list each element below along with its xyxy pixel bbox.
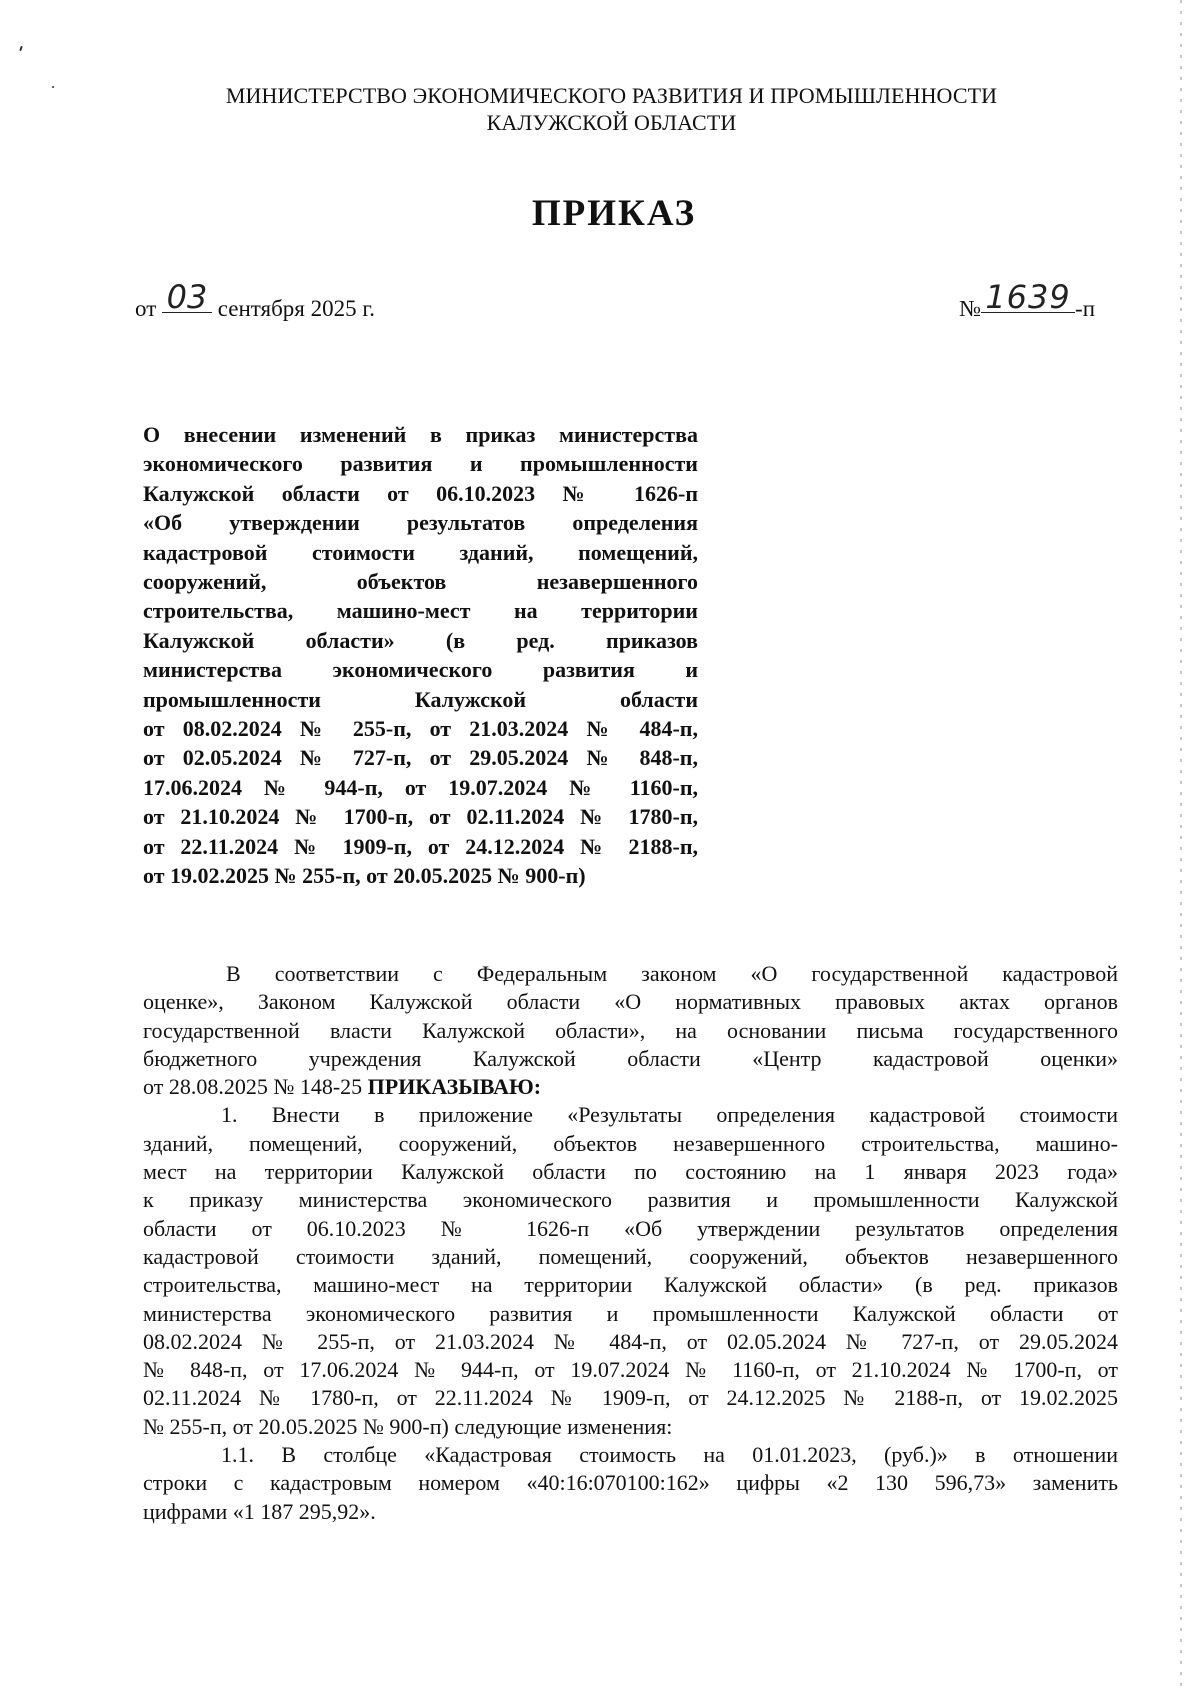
item-1-line: строительства, машино-мест на территории Калужской области» (в ред. приказов: [143, 1272, 1118, 1298]
document-title: ПРИКАЗ: [531, 193, 697, 234]
subject-line: министерства экономического развития и: [143, 657, 698, 683]
item-1-paragraph: [143, 1101, 1118, 1441]
item-1-line: № 848-п, от 17.06.2024 № 944-п, от 19.07.2024 № 1160-п, от 21.10.2024 № 1700-п, от: [143, 1357, 1118, 1383]
subject-line: от 21.10.2024 № 1700-п, от 02.11.2024 № 1780-п,: [143, 804, 698, 830]
item-1-1-line: 1.1. В столбце «Кадастровая стоимость на 01.01.2023, (руб.)» в отношении: [221, 1442, 1118, 1468]
item-1-line: области от 06.10.2023 № 1626-п «Об утверждении результатов определения: [143, 1215, 1118, 1241]
preamble-basis: от 28.08.2025 № 148-25: [143, 1074, 363, 1100]
ministry-header: [0, 82, 1200, 136]
order-subject: [143, 420, 698, 891]
subject-line: от 22.11.2024 № 1909-п, от 24.12.2024 № 2188-п,: [143, 833, 698, 859]
subject-line: промышленности Калужской области: [143, 686, 698, 712]
subject-line: 17.06.2024 № 944-п, от 19.07.2024 № 1160-п,: [143, 774, 698, 800]
ministry-name-line-1: МИНИСТЕРСТВО ЭКОНОМИЧЕСКОГО РАЗВИТИЯ И ПРОМЫШЛЕННОСТИ: [225, 83, 998, 108]
number-prefix: №: [959, 296, 982, 321]
order-date: [135, 278, 375, 322]
item-1-line: к приказу министерства экономического развития и промышленности Калужской: [143, 1187, 1118, 1213]
handwritten-day: 03: [162, 282, 212, 313]
date-number-row: [135, 280, 1095, 320]
item-1-1-line: цифрами «1 187 295,92».: [143, 1498, 376, 1524]
preamble-line: бюджетного учреждения Калужской области «Центр кадастровой оценки»: [143, 1045, 1118, 1071]
date-prefix: от: [135, 296, 157, 321]
order-word: ПРИКАЗЫВАЮ:: [367, 1074, 542, 1100]
subject-line: от 08.02.2024 № 255-п, от 21.03.2024 № 484-п,: [143, 716, 698, 742]
preamble-line: оценке», Законом Калужской области «О нормативных правовых актах органов: [143, 989, 1118, 1015]
subject-line: О внесении изменений в приказ министерства: [143, 422, 698, 447]
preamble-paragraph: [143, 960, 1118, 1101]
subject-line: сооружений, объектов незавершенного: [143, 569, 698, 595]
item-1-line: 02.11.2024 № 1780-п, от 22.11.2024 № 1909-п, от 24.12.2025 № 2188-п, от 19.02.2025: [143, 1385, 1118, 1411]
scan-edge-artifact: [1180, 0, 1182, 1694]
scan-speck: [19, 46, 23, 51]
item-1-line: кадастровой стоимости зданий, помещений, сооружений, объектов незавершенного: [143, 1243, 1118, 1269]
preamble-line: государственной власти Калужской области», на основании письма государственного: [143, 1017, 1118, 1043]
order-body: [143, 960, 1118, 1526]
order-number: [959, 278, 1095, 322]
preamble-line: В соответствии с Федеральным законом «О государственной кадастровой: [226, 961, 1118, 986]
item-1-line: зданий, помещений, сооружений, объектов незавершенного строительства, машино-: [143, 1130, 1118, 1156]
subject-line: экономического развития и промышленности: [143, 451, 698, 477]
item-1-1-line: строки с кадастровым номером «40:16:070100:162» цифры «2 130 596,73» заменить: [143, 1470, 1118, 1496]
date-month-year: сентября 2025 г.: [217, 296, 375, 321]
item-1-line: министерства экономического развития и промышленности Калужской области от: [143, 1300, 1118, 1326]
subject-line: кадастровой стоимости зданий, помещений,: [143, 539, 698, 565]
number-suffix: -п: [1075, 296, 1095, 321]
subject-line: от 19.02.2025 № 255-п, от 20.05.2025 № 900-п): [143, 863, 586, 889]
subject-line: строительства, машино-мест на территории: [143, 598, 698, 624]
subject-line: Калужской области» (в ред. приказов: [143, 627, 698, 653]
subject-line: от 02.05.2024 № 727-п, от 29.05.2024 № 848-п,: [143, 745, 698, 771]
item-1-line: мест на территории Калужской области по состоянию на 1 января 2023 года»: [143, 1159, 1118, 1185]
subject-line: «Об утверждении результатов определения: [143, 510, 698, 536]
item-1-1-paragraph: [143, 1441, 1118, 1526]
item-1-line: № 255-п, от 20.05.2025 № 900-п) следующие изменения:: [143, 1413, 673, 1439]
handwritten-number: 1639: [981, 282, 1075, 313]
ministry-name-line-2: КАЛУЖСКОЙ ОБЛАСТИ: [486, 110, 737, 135]
item-1-line: 1. Внести в приложение «Результаты определения кадастровой стоимости: [221, 1102, 1118, 1128]
item-1-line: 08.02.2024 № 255-п, от 21.03.2024 № 484-п, от 02.05.2024 № 727-п, от 29.05.2024: [143, 1328, 1118, 1354]
subject-line: Калужской области от 06.10.2023 № 1626-п: [143, 480, 698, 506]
preamble-last-line: [143, 1073, 1118, 1101]
